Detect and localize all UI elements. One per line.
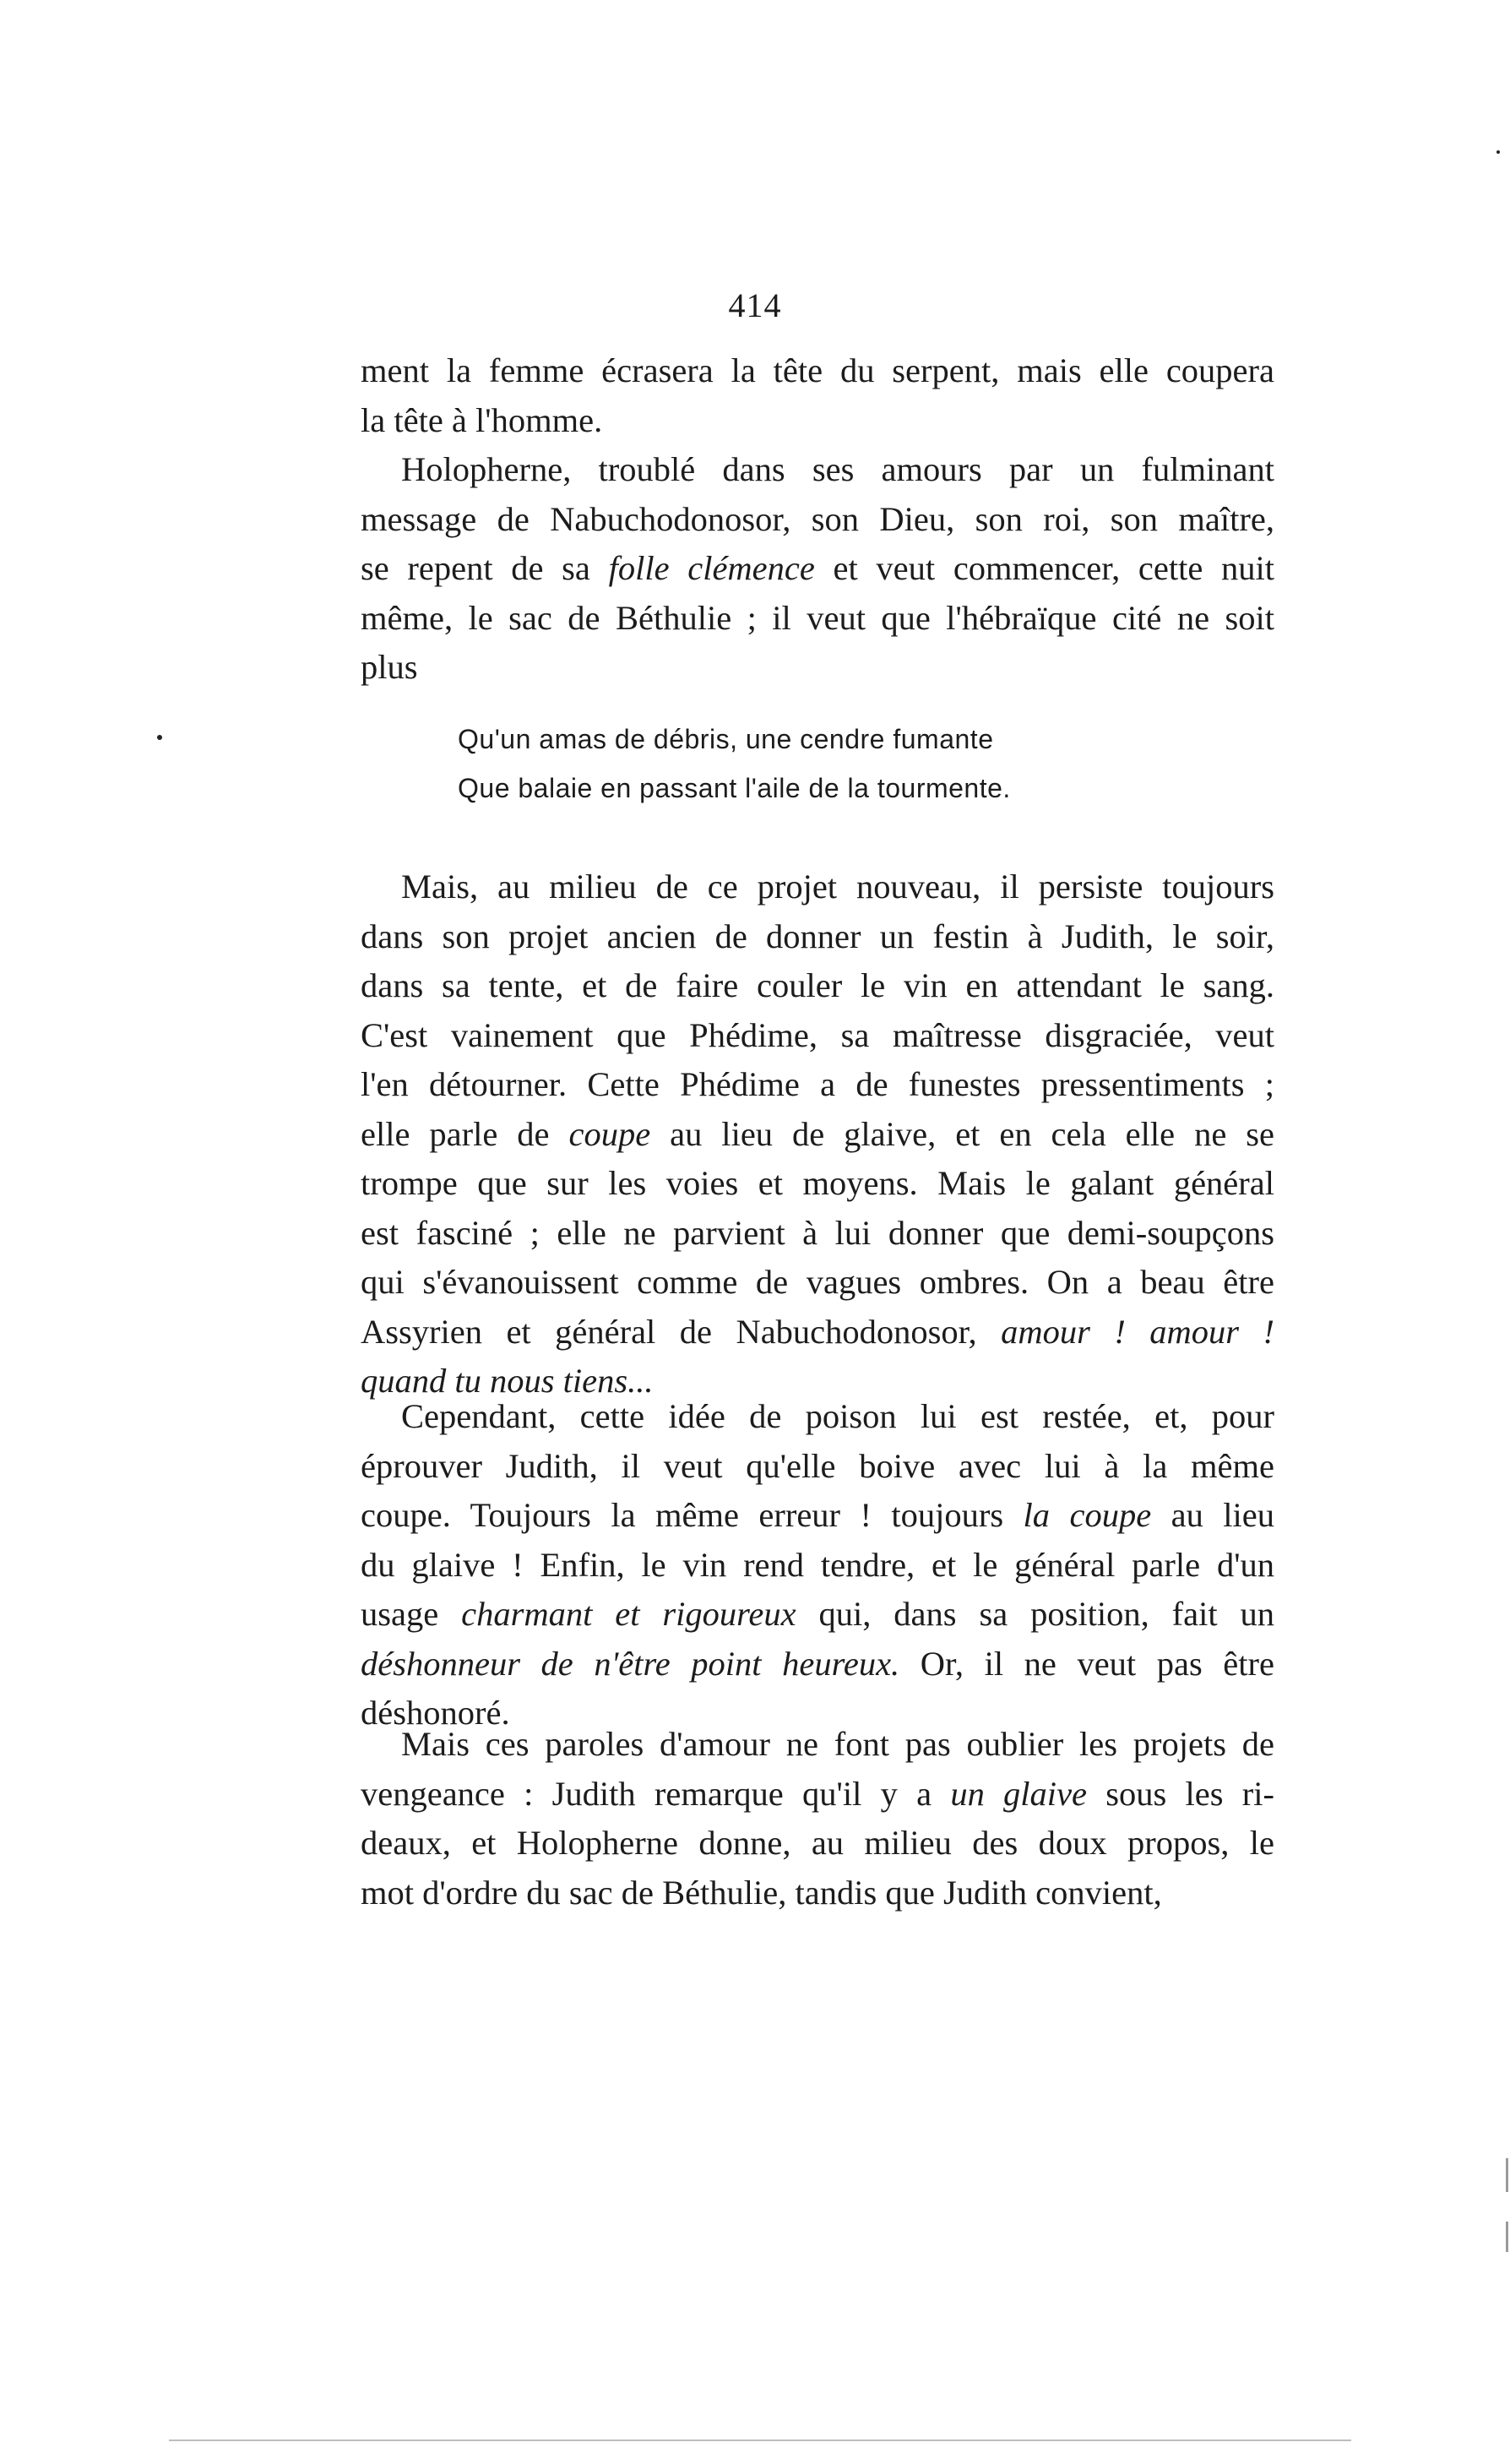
- text-line: [361, 1590, 1274, 1640]
- text-column: [361, 346, 1274, 693]
- text-line: [361, 1720, 1274, 1770]
- scan-edge-mark: [1506, 2222, 1508, 2252]
- text-line: [361, 544, 1274, 594]
- text-run: du glaive ! Enfin, le vin rend tendre, et le général parle d'un: [361, 1545, 1274, 1584]
- paragraph-2: [361, 445, 1274, 693]
- text-line: [361, 495, 1274, 545]
- verse-line: Qu'un amas de débris, une cendre fumante: [458, 724, 994, 754]
- text-line: [361, 1110, 1274, 1160]
- text-line: la tête à l'homme.: [361, 400, 603, 439]
- italic-text: déshonneur de n'être point heureux.: [361, 1644, 900, 1683]
- text-run: au lieu de glaive, et en cela elle ne se: [650, 1114, 1274, 1153]
- text-run: Mais ces paroles d'amour ne font pas oublier les projets de: [401, 1725, 1274, 1763]
- text-line: [361, 1060, 1274, 1110]
- italic-text: un glaive: [950, 1774, 1088, 1813]
- text-run: dans sa tente, et de faire couler le vin en attendant le sang.: [361, 966, 1274, 1004]
- text-run: qui s'évanouissent comme de vagues ombres. On a beau être: [361, 1263, 1274, 1301]
- text-line: [361, 1819, 1274, 1868]
- italic-text: amour ! amour !: [1001, 1312, 1274, 1351]
- italic-text: folle clémence: [608, 549, 815, 587]
- text-run: Assyrien et général de Nabuchodonosor,: [361, 1312, 1002, 1351]
- paragraph-3: [361, 862, 1274, 1406]
- text-run: même, le sac de Béthulie ; il veut que l'hébraïque cité ne soit: [361, 598, 1274, 637]
- text-line: [361, 1392, 1274, 1442]
- verse-line: Que balaie en passant l'aile de la tourmente.: [458, 773, 1011, 803]
- verse-quotation: [458, 715, 1133, 813]
- text-run: vengeance : Judith remarque qu'il y a: [361, 1774, 951, 1813]
- text-run: mot d'ordre du sac de Béthulie, tandis que Judith convient,: [361, 1873, 1162, 1912]
- text-run: sous les ri-: [1087, 1774, 1274, 1813]
- text-run: plus: [361, 648, 418, 686]
- text-run: elle parle de: [361, 1114, 569, 1153]
- text-run: dans son projet ancien de donner un festin à Judith, le soir,: [361, 917, 1274, 955]
- text-line: [361, 1868, 1274, 1918]
- text-run: message de Nabuchodonosor, son Dieu, son roi, son maître,: [361, 499, 1274, 538]
- text-run: qui, dans sa position, fait un: [796, 1595, 1274, 1633]
- text-run: usage: [361, 1595, 462, 1633]
- text-line: [361, 594, 1274, 644]
- text-line: [361, 1640, 1274, 1689]
- text-line: [361, 1011, 1274, 1061]
- text-run: C'est vainement que Phédime, sa maîtresse disgraciée, veut: [361, 1015, 1274, 1054]
- paragraph-1: [361, 346, 1274, 445]
- text-line: ment la femme écrasera la tête du serpent, mais elle coupera: [361, 351, 1274, 389]
- text-run: Mais, au milieu de ce projet nouveau, il persiste toujours: [401, 868, 1274, 906]
- scan-bottom-edge: [169, 2440, 1351, 2441]
- text-line: [361, 961, 1274, 1011]
- italic-text: coupe: [568, 1114, 651, 1153]
- text-line: [361, 1209, 1274, 1259]
- text-run: se repent de sa: [361, 549, 609, 587]
- text-line: [361, 1159, 1274, 1209]
- text-run: coupe. Toujours la même erreur ! toujours: [361, 1496, 1024, 1534]
- text-line: [361, 643, 1274, 693]
- page-number: 414: [728, 286, 782, 324]
- italic-text: la coupe: [1023, 1496, 1152, 1534]
- scan-edge-mark: [1506, 2158, 1508, 2192]
- text-line: [361, 1770, 1274, 1819]
- text-run: l'en détourner. Cette Phédime a de funestes pressentiments ;: [361, 1065, 1274, 1103]
- text-line: [361, 1541, 1274, 1591]
- text-run: éprouver Judith, il veut qu'elle boive avec lui à la même: [361, 1446, 1274, 1485]
- text-line: [361, 912, 1274, 962]
- text-line: [361, 445, 1274, 495]
- paragraph-4: [361, 1392, 1274, 1738]
- text-line: [361, 1258, 1274, 1308]
- text-run: deaux, et Holopherne donne, au milieu des doux propos, le: [361, 1824, 1274, 1862]
- text-line: [361, 862, 1274, 912]
- text-run: Or, il ne veut pas être: [899, 1644, 1275, 1683]
- text-run: Cependant, cette idée de poison lui est restée, et, pour: [401, 1397, 1274, 1435]
- italic-text: quand tu nous tiens...: [361, 1362, 654, 1400]
- text-run: au lieu: [1151, 1496, 1274, 1534]
- text-run: et veut commencer, cette nuit: [814, 549, 1274, 587]
- paragraph-5: [361, 1720, 1274, 1917]
- text-run: trompe que sur les voies et moyens. Mais le galant général: [361, 1164, 1274, 1202]
- scan-speck: [1496, 150, 1500, 154]
- text-run: déshonoré.: [361, 1694, 510, 1732]
- text-run: Holopherne, troublé dans ses amours par un fulminant: [401, 450, 1274, 488]
- text-line: [361, 1442, 1274, 1492]
- scan-speck: [157, 735, 162, 740]
- text-line: [361, 1308, 1274, 1357]
- text-run: est fasciné ; elle ne parvient à lui donner que demi-soupçons: [361, 1213, 1274, 1252]
- text-line: [361, 1491, 1274, 1541]
- italic-text: charmant et rigoureux: [461, 1595, 796, 1633]
